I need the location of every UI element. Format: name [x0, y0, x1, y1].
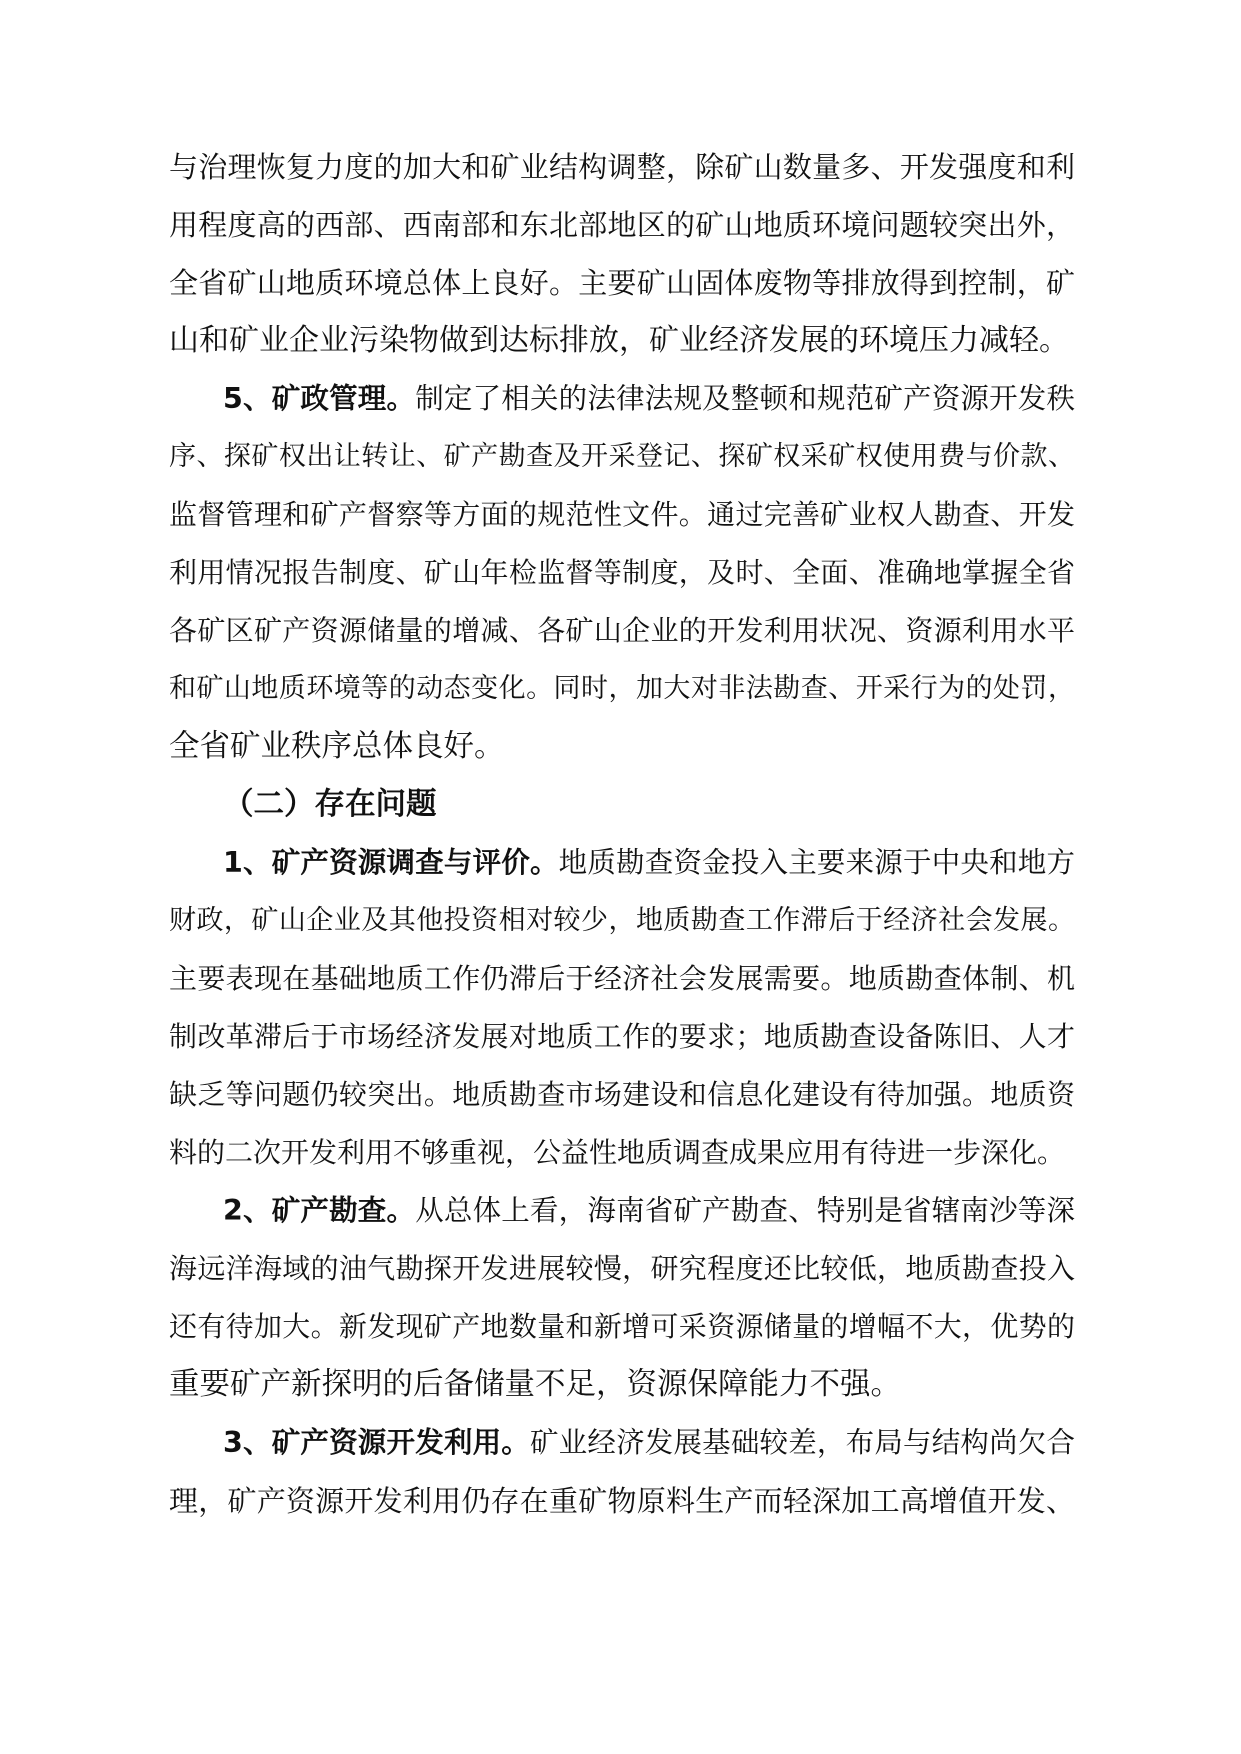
- paragraph-line: 各矿区矿产资源储量的增减、各矿山企业的开发利用状况、资源利用水平: [169, 614, 1075, 647]
- paragraph-line: 海远洋海域的油气勘探开发进展较慢，研究程度还比较低，地质勘查投入: [169, 1252, 1075, 1285]
- section-heading: （二）存在问题: [223, 787, 437, 822]
- paragraph-line: 利用情况报告制度、矿山年检监督等制度，及时、全面、准确地掌握全省: [169, 556, 1075, 589]
- paragraph-line: 监督管理和矿产督察等方面的规范性文件。通过完善矿业权人勘查、开发: [169, 498, 1075, 531]
- paragraph-line: 用程度高的西部、西南部和东北部地区的矿山地质环境问题较突出外，: [169, 208, 1075, 242]
- paragraph-first-line: [223, 1423, 1075, 1463]
- paragraph-first-line: [223, 1191, 1075, 1231]
- paragraph-first-line: [223, 843, 1075, 883]
- paragraph-line: 与治理恢复力度的加大和矿业结构调整，除矿山数量多、开发强度和利: [169, 150, 1075, 184]
- paragraph-line: 序、探矿权出让转让、矿产勘查及开采登记、探矿权采矿权使用费与价款、: [169, 441, 1075, 472]
- paragraph-text: 矿业经济发展基础较差，布局与结构尚欠合: [529, 1426, 1075, 1459]
- paragraph-line: 料的二次开发利用不够重视，公益性地质调查成果应用有待进一步深化。: [169, 1136, 1066, 1169]
- paragraph-text: 从总体上看，海南省矿产勘查、特别是省辖南沙等深: [415, 1194, 1075, 1227]
- paragraph-line: 主要表现在基础地质工作仍滞后于经济社会发展需要。地质勘查体制、机: [169, 962, 1075, 995]
- paragraph-line: 重要矿产新探明的后备储量不足，资源保障能力不强。: [169, 1367, 901, 1402]
- paragraph-line: 制改革滞后于市场经济发展对地质工作的要求；地质勘查设备陈旧、人才: [169, 1020, 1075, 1053]
- paragraph-line: 全省矿山地质环境总体上良好。主要矿山固体废物等排放得到控制，矿: [169, 266, 1075, 300]
- paragraph-title: 5、矿政管理。: [223, 382, 416, 415]
- paragraph-line: 全省矿业秩序总体良好。: [169, 729, 505, 764]
- paragraph-line: 缺乏等问题仍较突出。地质勘查市场建设和信息化建设有待加强。地质资: [169, 1078, 1075, 1111]
- paragraph-title: 3、矿产资源开发利用。: [223, 1426, 530, 1459]
- paragraph-line: 理，矿产资源开发利用仍存在重矿物原料生产而轻深加工高增值开发、: [169, 1484, 1075, 1518]
- paragraph-line: 还有待加大。新发现矿产地数量和新增可采资源储量的增幅不大，优势的: [169, 1310, 1075, 1343]
- paragraph-title: 1、矿产资源调查与评价。: [223, 846, 559, 879]
- paragraph-text: 制定了相关的法律法规及整顿和规范矿产资源开发秩: [415, 382, 1075, 415]
- paragraph-text: 地质勘查资金投入主要来源于中央和地方: [558, 846, 1075, 879]
- paragraph-title: 2、矿产勘查。: [223, 1194, 416, 1227]
- paragraph-line: 财政，矿山企业及其他投资相对较少，地质勘查工作滞后于经济社会发展。: [169, 905, 1075, 936]
- paragraph-first-line: [223, 379, 1075, 419]
- paragraph-line: 和矿山地质环境等的动态变化。同时，加大对非法勘查、开采行为的处罚，: [169, 673, 1075, 704]
- paragraph-line: 山和矿业企业污染物做到达标排放，矿业经济发展的环境压力减轻。: [169, 323, 1069, 358]
